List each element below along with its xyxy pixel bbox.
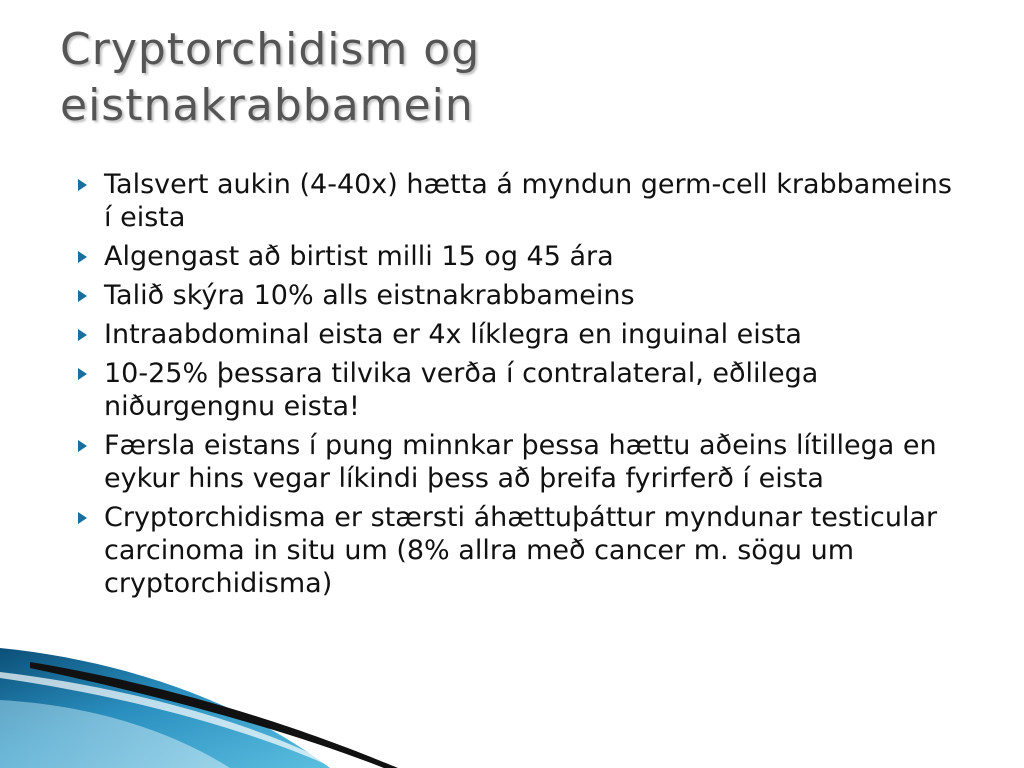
slide-title-line-2: eistnakrabbamein — [60, 80, 474, 131]
bullet-item — [72, 357, 952, 423]
bullet-item — [72, 501, 952, 600]
bullet-text: Færsla eistans í pung minnkar þessa hættu aðeins lítillega en eykur hins vegar líkindi þess að þreifa fyrirferð í eista — [104, 430, 937, 494]
light-swoosh-shape — [0, 700, 230, 768]
bullet-text: Talið skýra 10% alls eistnakrabbameins — [104, 280, 635, 311]
triangle-right-icon — [78, 290, 87, 302]
bullet-item — [72, 318, 952, 351]
bullet-item — [72, 168, 952, 234]
bullet-item — [72, 279, 952, 312]
triangle-right-icon — [78, 251, 87, 263]
triangle-right-icon — [78, 440, 87, 452]
bullet-list — [72, 168, 952, 606]
bullet-text: Cryptorchidisma er stærsti áhættuþáttur myndunar testicular carcinoma in situ um (8% allra með cancer m. sögu um cryptorchidisma) — [104, 502, 938, 599]
triangle-right-icon — [78, 368, 87, 380]
triangle-right-icon — [78, 329, 87, 341]
bullet-item — [72, 429, 952, 495]
bullet-text: Talsvert aukin (4-40x) hætta á myndun germ-cell krabbameins í eista — [104, 169, 952, 233]
bullet-text: 10-25% þessara tilvika verða í contralateral, eðlilega niðurgengnu eista! — [104, 358, 819, 422]
blue-swoosh-shape — [0, 648, 330, 768]
triangle-right-icon — [78, 179, 87, 191]
slide-title-line-1: Cryptorchidism og — [60, 24, 481, 75]
bullet-item — [72, 240, 952, 273]
white-highlight-line — [0, 672, 340, 768]
black-swoosh-line — [30, 662, 398, 768]
triangle-right-icon — [78, 512, 87, 524]
bullet-text: Intraabdominal eista er 4x líklegra en inguinal eista — [104, 319, 802, 350]
bullet-text: Algengast að birtist milli 15 og 45 ára — [104, 241, 614, 272]
slide-title — [60, 22, 960, 134]
